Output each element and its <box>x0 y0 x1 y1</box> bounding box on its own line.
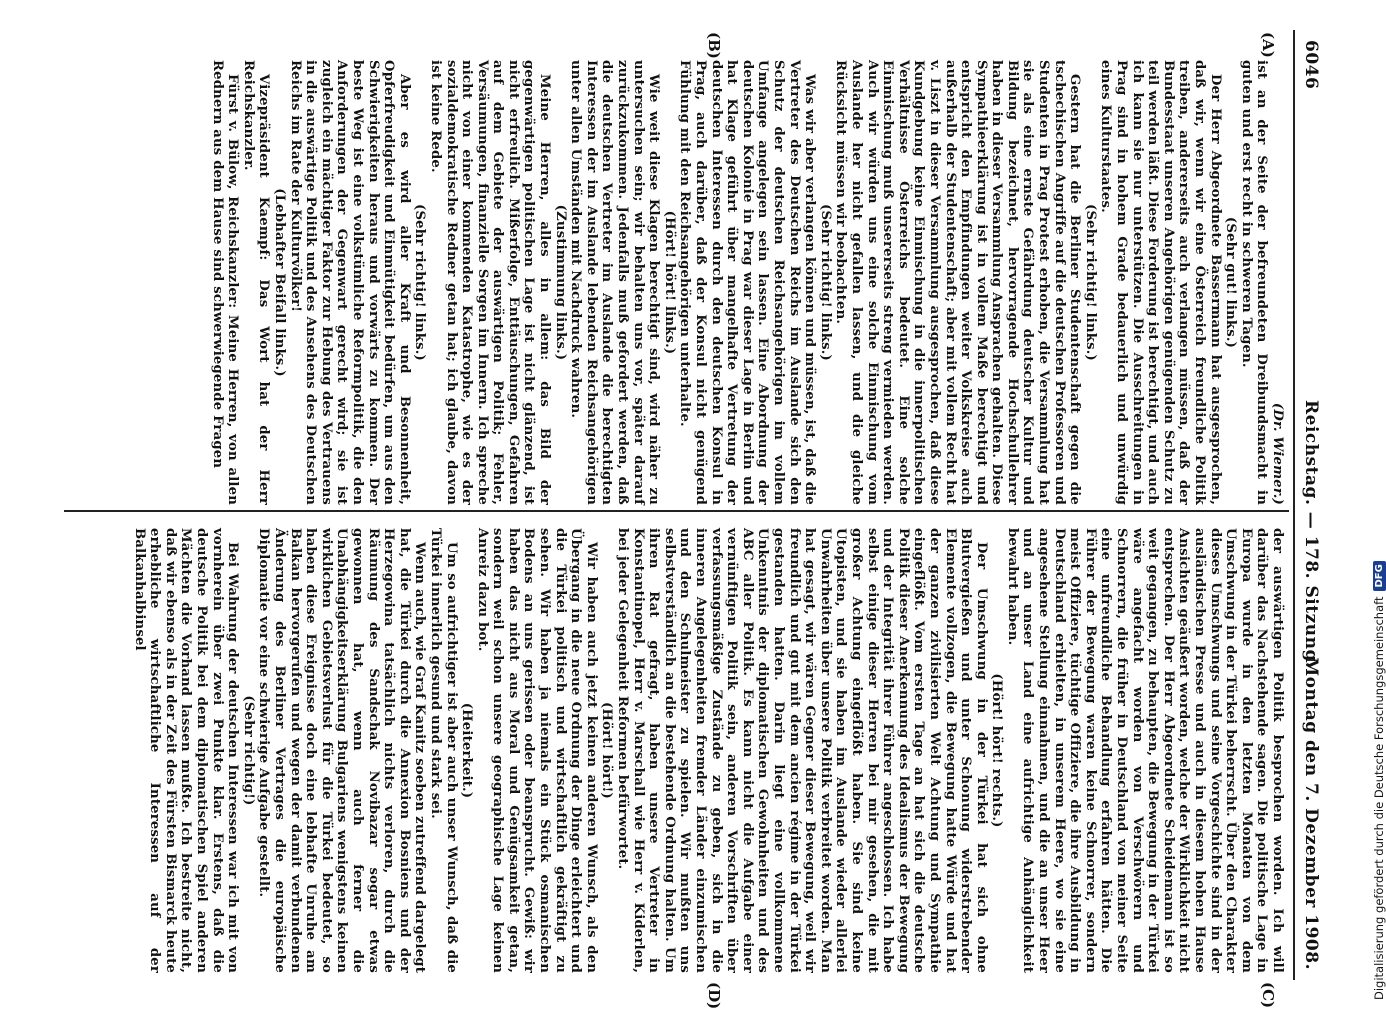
left-text-column <box>70 60 1285 505</box>
interjection: (Sehr gut! links.) <box>1223 216 1239 349</box>
interjection: (Sehr richtig! links.) <box>412 204 428 361</box>
session-title: Reichstag. — 178. Sitzung. <box>1301 400 1321 669</box>
interjection: (Zustimmung links.) <box>552 204 568 361</box>
column-divider <box>64 510 1289 512</box>
interjection: (Sehr richtig! links.) <box>817 204 833 361</box>
interjection: (Hört! hört! links.) <box>661 210 677 355</box>
header-rule <box>1294 30 1296 980</box>
interjection: (Hört! hört! rechts.) <box>989 673 1005 828</box>
interjection: (Sehr richtig! links.) <box>1082 204 1098 361</box>
right-text-column <box>70 528 1285 973</box>
digitization-credit <box>1372 561 1386 1000</box>
paragraph: Bei Wahrung der deutschen Interessen war ich mit von vornherein über zwei Punkte klar. Erstens, daß die deutsche Politik bei dem diplomatischen Spiel anderen Mächten die Vorhand lassen mußte. Ich bestreite nicht, daß wir ebenso als in der Zeit des Fürsten Bismarck heute erhebliche wirtschaftliche Interessen auf der Balkanhalbinsel <box>131 528 241 973</box>
credit-text: Digitalisierung gefördert durch die Deutsche Forschungsgemeinschaft <box>1372 596 1386 1000</box>
interjection: (Sehr richtig!) <box>240 695 256 806</box>
margin-marker-c: (C) <box>1259 982 1277 1009</box>
document-page <box>55 0 1325 1009</box>
paragraph: Wie weit diese Klagen berechtigt sind, wird näher zu untersuchen sein; wir behalten uns vor, später darauf zurückzukommen. Jedenfalls muß gefordert werden, daß die deutschen Vertreter im Auslande die berechtigten Interessen der im Auslande lebenden Reichsangehörigen unter allen Umständen mit Nachdruck wahren. <box>568 60 662 505</box>
interjection: (Hört! hört!) <box>599 702 615 799</box>
paragraph: Gestern hat die Berliner Studentenschaft gegen die tschechischen Angriffe auf die deutschen Professoren und Studenten in Prag Protest erhoben, die Versammlung hat sie als eine ernste Gefährdung deutscher Kultur und Bildung bezeichnet, hervorragende Hochschullehrer haben in dieser Versammlung Ansprachen gehalten. Diese Sympathieerklärung ist in vollem Maße berechtigt und entspricht den Empfindungen weiter Volkskreise auch außerhalb der Studentenschaft; aber mit vollem Recht hat v. Liszt in dieser Versammlung ausgesprochen, daß diese Kundgebung keine Einmischung in die innerpolitischen Verhältnisse Österreichs bedeutet. Eine solche Einmischung muß unsererseits streng vermieden werden. Auch wir würden uns eine solche Einmischung vom Auslande her nicht gefallen lassen, und die gleiche Rücksicht müssen wir beobachten. <box>833 60 1083 505</box>
paragraph: Was wir aber verlangen können und müssen, ist, daß die Vertreter des Deutschen Reichs im Auslande sich den Schutz der deutschen Reichsangehörigen im vollem Umfange angelegen sein lassen. Eine Abordnung der deutschen Kolonie in Prag war dieser Lage in Berlin und hat Klage geführt über mangelhafte Vertretung der deutschen Interessen durch den deutschen Konsul in Prag, auch darüber, daß der Konsul nicht genügend Fühlung mit den Reichsangehörigen unterhalte. <box>677 60 818 505</box>
paragraph: Der Umschwung in der Türkei hat sich ohne Blutvergießen und unter Schonung widerstrebender Elemente vollzogen, die Bewegung hatte Würde und hat der ganzen zivilisierten Welt Achtung und Sympathie eingeflößt. Vom ersten Tage an hat sich die deutsche Politik dieser Anerkennung des Idealismus der Bewegung und der Integrität ihrer Führer angeschlossen. Ich habe selbst einige dieser Herren bei mir gesehen, die mit großer Achtung eingeflößt haben. Sie sind keine Utopisten, und sie haben im Auslande wieder allerlei Unwahrheiten über unsere Politik verbreitet worden. Man hat gesagt, wir wären Gegner dieser Bewegung, weil wir freundlich und gut mit dem ancien régime in der Türkei gestanden hatten. Darin liegt eine vollkommene Unkenntnis der diplomatischen Gewohnheiten und des ABC aller Politik. Es kann nicht die Aufgabe einer vernünftigen Politik sein, anderen Vorschriften über verfassungsmäßige Zustände zu geben, sich in die inneren Angelegenheiten fremder Länder einzumischen und den Schulmeister zu spielen. Wir mußten uns selbstverständlich an die bestehende Ordnung halten. Um ihren Rat gefragt, haben unsere Vertreter in Konstantinopel, Herr v. Marschall wie Herr v. Kiderlen, bei jeder Gelegenheit Reformen befürwortet. <box>615 528 989 973</box>
interjection: (Heiterkeit.) <box>459 702 475 799</box>
margin-marker-a: (A) <box>1259 32 1277 58</box>
paragraph: Um so aufrichtiger ist aber auch unser Wunsch, daß die Türkei innerlich gesund und stark sei. <box>427 528 459 973</box>
paragraph: Meine Herren, alles in allem: das Bild der gegenwärtigen politischen Lage ist nicht glänzend, ist nicht erfreulich. Mißerfolge, Enttäuschungen, Gefahren auf dem Gebiete der auswärtigen Politik; Fehler, Versäumungen, finanzielle Sorgen im Innern. Ich spreche nicht von einer kommenden Katastrophe, wie es der sozialdemokratische Redner getan hat; ich glaube, davon ist keine Rede. <box>427 60 553 505</box>
paragraph: Wir haben auch jetzt keinen anderen Wunsch, als den Übergang in die neue Ordnung der Dinge erleichtert und die Türkei politisch und wirtschaftlich gekräftigt zu sehen. Wir haben ja niemals ein Stück osmanischen Bodens an uns gerissen oder beansprucht. Gewiß: wir haben das nicht aus Moral und Genügsamkeit getan, sondern weil schon unsere geographische Lage keinen Anreiz dazu bot. <box>474 528 599 973</box>
paragraph: Aber es wird aller Kraft und Besonnenheit, Opferfreudigkeit und Einmütigkeit bedürfen, um aus den Schwierigkeiten heraus und vorwärts zu kommen. Der beste Weg ist eine volkstümliche Reformpolitik, die den Anforderungen der Gegenwart gerecht wird; sie ist zugleich ein mächtiger Faktor zur Hebung des Vertrauens in die auswärtige Politik und des Ansehens des Deutschen Reichs im Rate der Kulturvölker! <box>287 60 412 505</box>
paragraph: Vizepräsident Kaempf: Das Wort hat der Herr Reichskanzler. <box>240 60 272 505</box>
paragraph: Fürst v. Bülow, Reichskanzler: Meine Herren, von allen Rednern aus dem Hause sind schwerwiegende Fragen <box>209 60 241 505</box>
paragraph: Wenn auch, wie Graf Kanitz soeben zutreffend dargelegt hat, die Türkei durch die Annexion Bosniens und der Herzegowina tatsächlich nichts verloren, durch die Räumung des Sandschak Novibazar sogar etwas gewonnen hat, wenn auch ferner die Unabhängigkeitserklärung Bulgariens wenigstens keinen wirklichen Gebietsverlust für die Türkei bedeutet, so haben diese Ereignisse doch eine lebhafte Unruhe am Balkan hervorgerufen und wegen der damit verbundenen Änderung des Berliner Vertrages die europäische Diplomatie vor eine schwierige Aufgabe gestellt. <box>256 528 428 973</box>
session-date: Montag den 7. Dezember 1908. <box>1301 657 1321 970</box>
interjection: (Lebhafter Beifall links.) <box>272 188 287 377</box>
paragraph: (Dr. Wiemer.) <box>1270 402 1285 505</box>
paragraph: ist an der Seite der befreundeten Dreibundsmacht in guten und erst recht in schweren Tagen. <box>1238 60 1270 505</box>
dfg-logo: DFG <box>1373 561 1386 590</box>
paragraph: Der Herr Abgeordnete Bassermann hat ausgesprochen, daß wir, wenn wir eine Österreich freundliche Politik treiben, andererseits auch verlangen müssen, daß der Bundesstaat unseren Angehörigen genügenden Schutz zu teil werden läßt. Diese Forderung ist berechtigt, und auch ich kann sie nur unterstützen. Die Ausschreitungen in Prag sind in hohem Grade bedauerlich und unwürdig eines Kulturstaates. <box>1098 60 1223 505</box>
page-number: 6046 <box>1301 40 1321 90</box>
margin-marker-b: (B) <box>705 32 723 59</box>
paragraph: der auswärtigen Politik besprochen worden. Ich will darüber das Nachstehende sagen. Die politische Lage in Europa wurde in den letzten Monaten von dem Umschwung in der Türkei beherrscht. Über den Charakter dieses Umschwungs und seine Vorgeschichte sind in der ausländischen Presse und auch in diesem hohen Hause Ansichten geäußert worden, welche der Wirklichkeit nicht entsprechen. Der Herr Abgeordnete Scheidemann ist so weit gegangen, zu behaupten, die Bewegung in der Türkei wäre angefacht worden von Verschwörern und Schnorrern, die früher in Deutschland von meiner Seite eine unfreundliche Behandlung erfahren hätten. Die Führer der Bewegung waren keine Schnorrer, sondern meist Offiziere, tüchtige Offiziere, die ihre Ausbildung in Deutschland erhielten, in unserem Heere, wo sie eine angesehene Stellung einnahmen, und die an unser Heer und an unser Land eine aufrichtige Anhänglichkeit bewahrt haben. <box>1004 528 1285 973</box>
page-header <box>1295 40 1325 970</box>
margin-marker-d: (D) <box>705 982 723 1009</box>
